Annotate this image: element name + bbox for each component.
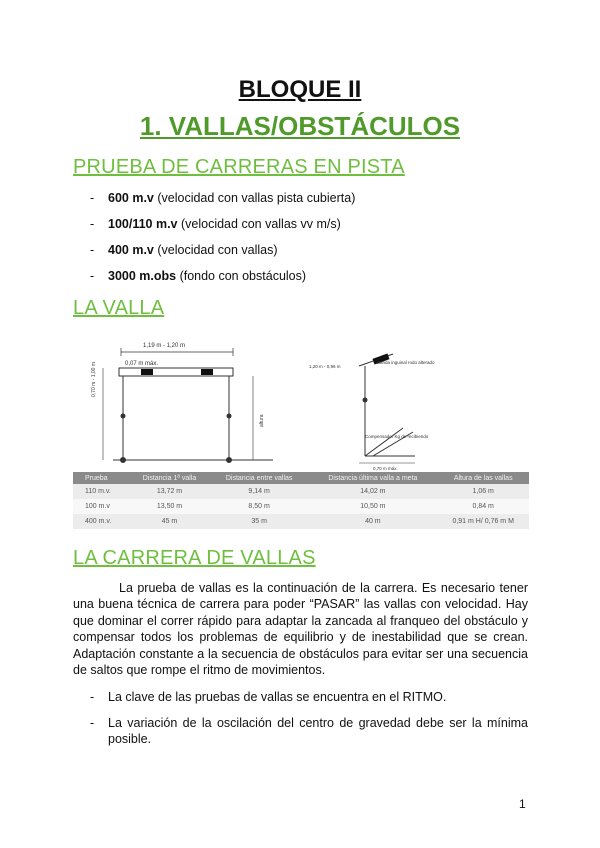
table-row <box>73 499 529 514</box>
paragraph-text: La prueba de vallas es la continuación de la carrera. Es necesario tener una buena técnica de carrera para poder “PASAR” las vallas con velocidad. Hay que dominar el correr rápido para adaptar la zancada al franqueo del obstáculo y compensar todos los problemas de equilibrio y de inestabilidad que se crean. Adaptación constante a la secuencia de obstáculos para evitar ser una secuencia de saltos que rompe el ritmo de movimientos. <box>73 581 528 678</box>
page-number: 1 <box>519 797 526 811</box>
list-item-text: (velocidad con vallas pista cubierta) <box>153 191 356 205</box>
table-row <box>73 514 529 529</box>
page-title: BLOQUE II <box>238 76 362 103</box>
hurdle-table <box>73 472 529 529</box>
list-item-bold: 600 m.v <box>108 191 154 205</box>
list-item: - 3000 m.obs (fondo con obstáculos) <box>90 269 307 283</box>
table-cell: 13,72 m <box>129 484 210 499</box>
table-header: Distancia entre vallas <box>210 472 308 484</box>
list-item: - La clave de las pruebas de vallas se encuentra en el RITMO. <box>90 689 528 705</box>
table-header: Altura de las vallas <box>437 472 529 484</box>
hurdle-figure <box>73 332 529 532</box>
table-cell: 45 m <box>129 514 210 529</box>
list-item-text: (velocidad con vallas vv m/s) <box>177 217 341 231</box>
table-header: Distancia última valla a meta <box>308 472 437 484</box>
table-cell: 0,91 m H/ 0,76 m M <box>437 514 529 529</box>
base-label: 0,70 m máx. <box>373 466 398 471</box>
body-paragraph <box>73 580 528 678</box>
table-header: Distancia 1ª valla <box>129 472 210 484</box>
list-item-text: (fondo con obstáculos) <box>176 269 307 283</box>
table-header: Prueba <box>73 472 129 484</box>
table-cell: 35 m <box>210 514 308 529</box>
page-subtitle: 1. VALLAS/OBSTÁCULOS <box>139 111 461 141</box>
table-cell: 13,50 m <box>129 499 210 514</box>
section-heading-pista: PRUEBA DE CARRERAS EN PISTA <box>73 156 405 178</box>
table-cell: 100 m.v <box>73 499 129 514</box>
table-cell: 14,02 m <box>308 484 437 499</box>
bar-label: 0,07 m máx. <box>125 361 159 367</box>
width-label: 1,19 m - 1,20 m <box>143 343 186 349</box>
section-heading-valla: LA VALLA <box>73 297 165 319</box>
table-cell: 0,84 m <box>437 499 529 514</box>
altura-label: altura <box>259 414 265 427</box>
table-cell: 10,50 m <box>308 499 437 514</box>
list-item-bold: 400 m.v <box>108 243 154 257</box>
hurdle-diagram <box>73 332 529 472</box>
table-cell: 9,14 m <box>210 484 308 499</box>
height-label: 0,70 m - 1,00 m <box>91 361 97 397</box>
list-item-text: La clave de las pruebas de vallas se encuentra en el RITMO. <box>108 690 447 704</box>
section-heading-carrera: LA CARRERA DE VALLAS <box>73 547 316 569</box>
list-item: - 400 m.v (velocidad con vallas) <box>90 243 278 257</box>
table-cell: 400 m.v. <box>73 514 129 529</box>
table-cell: 1,06 m <box>437 484 529 499</box>
list-item-bold: 3000 m.obs <box>108 269 177 283</box>
list-item-bold: 100/110 m.v <box>108 217 178 231</box>
list-item: - 600 m.v (velocidad con vallas pista cubierta) <box>90 191 356 205</box>
side-note: Banda inguinal rodo alterado <box>377 360 435 365</box>
table-cell: 8,50 m <box>210 499 308 514</box>
table-row <box>73 484 529 499</box>
list-item-text: (velocidad con vallas) <box>153 243 278 257</box>
table-cell: 110 m.v. <box>73 484 129 499</box>
counterweight-label: Compensador Kg de recibiendo <box>365 434 429 439</box>
table-cell: 40 m <box>308 514 437 529</box>
side-top-label: 1,20 m - 0,96 m <box>309 364 341 369</box>
list-item: - La variación de la oscilación del centro de gravedad debe ser la mínima posible. <box>90 716 528 747</box>
list-item: - 100/110 m.v (velocidad con vallas vv m/s) <box>90 217 341 231</box>
list-item-text: La variación de la oscilación del centro de gravedad debe ser la mínima posible. <box>108 716 528 747</box>
